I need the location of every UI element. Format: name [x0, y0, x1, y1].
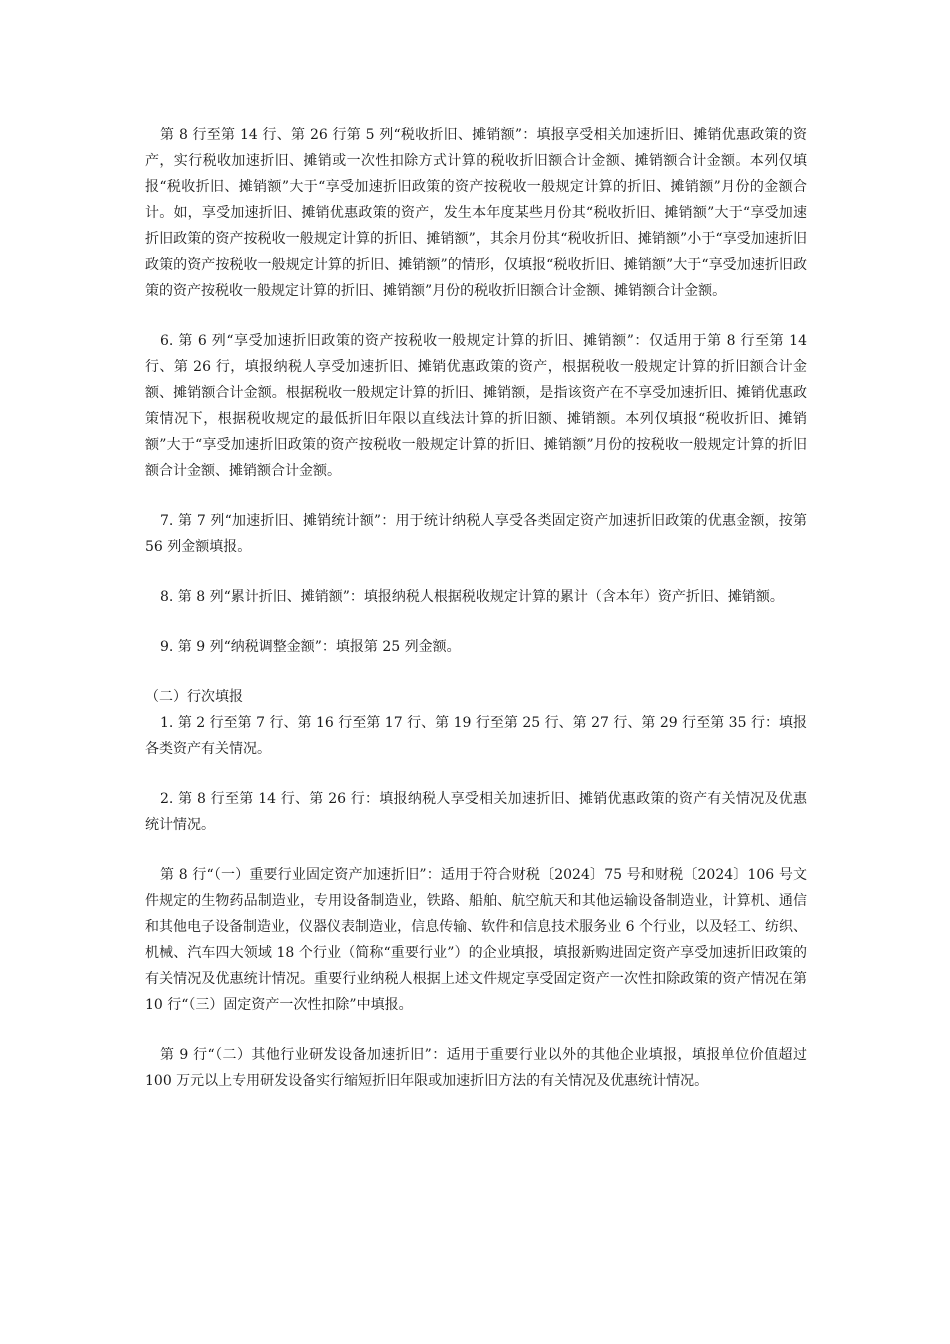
paragraph-column-6: 6. 第 6 列“享受加速折旧政策的资产按税收一般规定计算的折旧、摊销额”：仅适用于第 8 行至第 14 行、第 26 行，填报纳税人享受加速折旧、摊销优惠政策的资产，根据税收一般规定计算的折旧额合计金额、摊销额合计金额。根据税收一般规定计算的折旧、摊销额，是指该资产在不享受加速折旧、摊销优惠政策情况下，根据税收规定的最低折旧年限以直线法计算的折旧额、摊销额。本列仅填报“税收折旧、摊销额”大于“享受加速折旧政策的资产按税收一般规定计算的折旧、摊销额”月份的按税收一般规定计算的折旧额合计金额、摊销额合计金额。	[145, 333, 807, 479]
paragraph-column-7: 7. 第 7 列“加速折旧、摊销统计额”：用于统计纳税人享受各类固定资产加速折旧政策的优惠金额，按第 56 列金额填报。	[145, 513, 807, 555]
paragraph-row-item-1: 1. 第 2 行至第 7 行、第 16 行至第 17 行、第 19 行至第 25 行、第 27 行、第 29 行至第 35 行：填报各类资产有关情况。	[145, 715, 807, 757]
paragraph-column-8: 8. 第 8 列“累计折旧、摊销额”：填报纳税人根据税收规定计算的累计（含本年）资产折旧、摊销额。	[160, 589, 784, 605]
section-heading-row-filling: （二）行次填报	[145, 689, 243, 705]
paragraph-column-9: 9. 第 9 列“纳税调整金额”：填报第 25 列金额。	[160, 639, 461, 655]
paragraph-row-9: 第 9 行“（二）其他行业研发设备加速折旧”：适用于重要行业以外的其他企业填报，填报单位价值超过 100 万元以上专用研发设备实行缩短折旧年限或加速折旧方法的有关情况及优惠统计情况。	[145, 1047, 807, 1089]
paragraph-column-5: 第 8 行至第 14 行、第 26 行第 5 列“税收折旧、摊销额”：填报享受相关加速折旧、摊销优惠政策的资产，实行税收加速折旧、摊销或一次性扣除方式计算的税收折旧额合计金额、摊销额合计金额。本列仅填报“税收折旧、摊销额”大于“享受加速折旧政策的资产按税收一般规定计算的折旧、摊销额”月份的金额合计。如，享受加速折旧、摊销优惠政策的资产，发生本年度某些月份其“税收折旧、摊销额”大于“享受加速折旧政策的资产按税收一般规定计算的折旧、摊销额”，其余月份其“税收折旧、摊销额”小于“享受加速折旧政策的资产按税收一般规定计算的折旧、摊销额”的情形，仅填报“税收折旧、摊销额”大于“享受加速折旧政策的资产按税收一般规定计算的折旧、摊销额”月份的税收折旧额合计金额、摊销额合计金额。	[145, 127, 807, 299]
document-page	[145, 122, 807, 1094]
paragraph-row-8: 第 8 行“（一）重要行业固定资产加速折旧”：适用于符合财税〔2024〕75 号和财税〔2024〕106 号文件规定的生物药品制造业，专用设备制造业，铁路、船舶、航空航天和其他运输设备制造业，计算机、通信和其他电子设备制造业，仪器仪表制造业，信息传输、软件和信息技术服务业 6 个行业，以及轻工、纺织、机械、汽车四大领域 18 个行业（简称“重要行业”）的企业填报，填报新购进固定资产享受加速折旧政策的有关情况及优惠统计情况。重要行业纳税人根据上述文件规定享受固定资产一次性扣除政策的资产情况在第 10 行“（三）固定资产一次性扣除”中填报。	[145, 867, 807, 1013]
paragraph-row-item-2: 2. 第 8 行至第 14 行、第 26 行：填报纳税人享受相关加速折旧、摊销优惠政策的资产有关情况及优惠统计情况。	[145, 791, 807, 833]
